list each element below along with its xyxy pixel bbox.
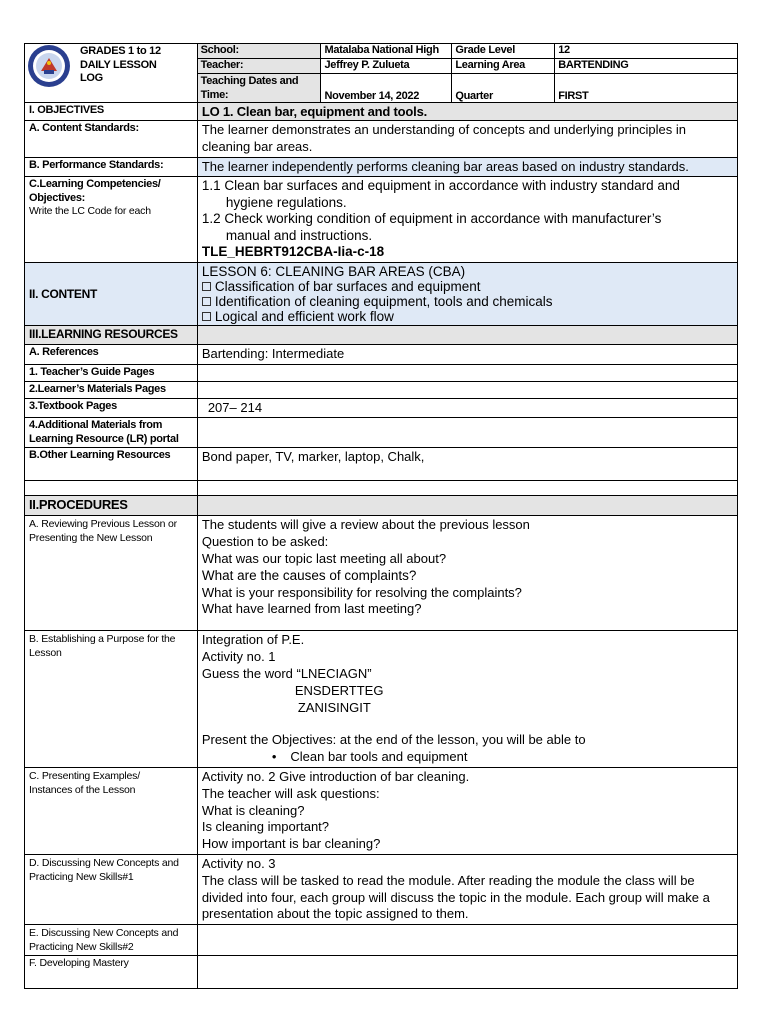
procedure-b-label [25, 631, 198, 768]
procedure-c-line: Is cleaning important? [201, 819, 330, 835]
additional-materials-line2: Learning Resource (LR) portal [29, 432, 179, 445]
content-standards-label: A. Content Standards: [25, 121, 198, 158]
procedure-c-line: Activity no. 2 Give introduction of bar cleaning. [201, 769, 470, 785]
procedure-e-label-line2: Practicing New Skills#2 [29, 941, 134, 954]
deped-seal-icon [27, 44, 71, 88]
other-resources-label: B.Other Learning Resources [25, 448, 198, 481]
header-table [24, 43, 738, 103]
quarter-value: FIRST [555, 74, 738, 103]
spacer-cell [25, 481, 198, 496]
teacher-value: Jeffrey P. Zulueta [321, 59, 452, 74]
teachers-guide-value [197, 364, 737, 381]
procedure-c-label-line2: Instances of the Lesson [29, 784, 136, 797]
grade-value: 12 [555, 44, 738, 59]
content-item-text: Classification of bar surfaces and equipment [214, 278, 481, 294]
procedure-d-line: The class will be tasked to read the module. After reading the module the class will be divided into four, each group will discuss the topic in the module. Each group will make a presentation about the topic assigned to them. [201, 872, 710, 922]
procedure-f-label: F. Developing Mastery [25, 956, 198, 989]
procedure-a-line: Question to be asked: [201, 534, 329, 550]
procedure-d-label-line2: Practicing New Skills#1 [29, 871, 134, 884]
resources-label: III.LEARNING RESOURCES [25, 325, 198, 344]
title-line-2: DAILY LESSON [80, 58, 157, 71]
additional-materials-value [197, 418, 737, 448]
procedure-a-line: What have learned from last meeting? [201, 601, 422, 617]
competencies-label-line1: C.Learning Competencies/ [29, 178, 161, 191]
area-label: Learning Area [452, 59, 555, 74]
school-value: Matalaba National High [321, 44, 452, 59]
procedure-b-line: Present the Objectives: at the end of the lesson, you will be able to [201, 732, 586, 748]
procedure-d-label [25, 855, 198, 925]
content-standards-text: The learner demonstrates an understanding of concepts and underlying principles in cleaning bar areas. [197, 121, 737, 158]
procedure-c-label [25, 768, 198, 855]
procedure-f-text [197, 956, 737, 989]
teacher-label: Teacher: [197, 59, 321, 74]
performance-standards-label: B. Performance Standards: [25, 157, 198, 177]
procedure-a-line: The students will give a review about the previous lesson [201, 517, 530, 533]
dates-label-line2: Time: [200, 89, 229, 101]
performance-standards-text: The learner independently performs cleaning bar areas based on industry standards. [197, 157, 737, 177]
procedure-b-line: Guess the word “LNECIAGN” [201, 666, 372, 682]
procedure-a-label [25, 516, 198, 631]
competencies-label-line3: Write the LC Code for each [29, 205, 151, 218]
competency-2-line2: manual and instructions. [225, 227, 373, 243]
content-text [197, 262, 737, 325]
school-label: School: [197, 44, 321, 59]
textbook-label: 3.Textbook Pages [25, 398, 198, 418]
blank-line [202, 716, 733, 732]
resources-blank [197, 325, 737, 344]
main-table [24, 102, 738, 989]
references-value: Bartending: Intermediate [197, 344, 737, 364]
area-value: BARTENDING [555, 59, 738, 74]
additional-materials-label [25, 418, 198, 448]
procedure-b-line: Activity no. 1 [201, 649, 276, 665]
procedure-a-text [197, 516, 737, 631]
procedure-c-line: How important is bar cleaning? [201, 836, 381, 852]
content-item-text: Identification of cleaning equipment, tools and chemicals [214, 293, 553, 309]
objectives-lo: LO 1. Clean bar, equipment and tools. [197, 103, 737, 121]
competency-2-line1: 1.2 Check working condition of equipment in accordance with manufacturer’s [201, 211, 662, 227]
content-item [202, 279, 733, 294]
checkbox-icon [202, 282, 211, 291]
procedures-label: II.PROCEDURES [25, 496, 198, 516]
procedure-e-text [197, 925, 737, 956]
content-label: II. CONTENT [25, 262, 198, 325]
dates-label-line1: Teaching Dates and [200, 75, 299, 87]
learners-materials-label: 2.Learner’s Materials Pages [25, 381, 198, 398]
procedure-c-line: The teacher will ask questions: [201, 785, 380, 801]
content-item-text: Logical and efficient work flow [214, 308, 394, 324]
references-label: A. References [25, 344, 198, 364]
procedure-b-text [197, 631, 737, 768]
lesson-title: LESSON 6: CLEANING BAR AREAS (CBA) [201, 263, 466, 279]
procedure-e-label [25, 925, 198, 956]
lc-code: TLE_HEBRT912CBA-Iia-c-18 [201, 244, 385, 260]
procedure-a-line: What is your responsibility for resolving the complaints? [201, 584, 522, 600]
competencies-label-line2: Objectives: [29, 191, 86, 204]
procedure-c-line: What is cleaning? [201, 802, 305, 818]
procedure-c-text [197, 768, 737, 855]
procedure-a-line: What was our topic last meeting all about? [201, 551, 447, 567]
additional-materials-line1: 4.Additional Materials from [29, 419, 163, 432]
checkbox-icon [202, 297, 211, 306]
procedure-b-label-line2: Lesson [29, 647, 62, 660]
teachers-guide-label: 1. Teacher’s Guide Pages [25, 364, 198, 381]
header-title-cell [25, 44, 198, 103]
procedure-e-label-line1: E. Discussing New Concepts and [29, 927, 179, 940]
dates-label [197, 74, 321, 103]
objectives-label: I. OBJECTIVES [25, 103, 198, 121]
competency-1-line2: hygiene regulations. [225, 194, 347, 210]
other-resources-value: Bond paper, TV, marker, laptop, Chalk, [197, 448, 737, 481]
grade-label: Grade Level [452, 44, 555, 59]
quarter-label: Quarter [452, 74, 555, 103]
procedure-b-line: Integration of P.E. [201, 632, 305, 648]
textbook-value: 207– 214 [197, 398, 737, 418]
content-item [202, 309, 733, 324]
procedure-b-label-line1: B. Establishing a Purpose for the [29, 633, 176, 646]
procedure-d-text [197, 855, 737, 925]
scrambled-word: ENSDERTTEG [294, 682, 384, 698]
scrambled-word: ZANISINGIT [297, 699, 371, 715]
learners-materials-value [197, 381, 737, 398]
procedure-c-label-line1: C. Presenting Examples/ [29, 770, 140, 783]
procedures-blank [197, 496, 737, 516]
procedure-a-line: What are the causes of complaints? [201, 567, 417, 583]
competencies-label [25, 177, 198, 263]
procedure-a-label-line1: A. Reviewing Previous Lesson or [29, 518, 177, 531]
competency-1-line1: 1.1 Clean bar surfaces and equipment in accordance with industry standard and [201, 178, 680, 194]
content-item [202, 294, 733, 309]
objective-bullet: • Clean bar tools and equipment [202, 749, 733, 766]
procedure-a-label-line2: Presenting the New Lesson [29, 532, 153, 545]
procedure-d-line: Activity no. 3 [201, 856, 276, 872]
procedure-d-label-line1: D. Discussing New Concepts and [29, 857, 179, 870]
title-line-3: LOG [80, 72, 103, 84]
checkbox-icon [202, 312, 211, 321]
title-line-1: GRADES 1 to 12 [80, 45, 161, 57]
competencies-text [197, 177, 737, 263]
spacer-cell [197, 481, 737, 496]
dates-value: November 14, 2022 [321, 74, 452, 103]
